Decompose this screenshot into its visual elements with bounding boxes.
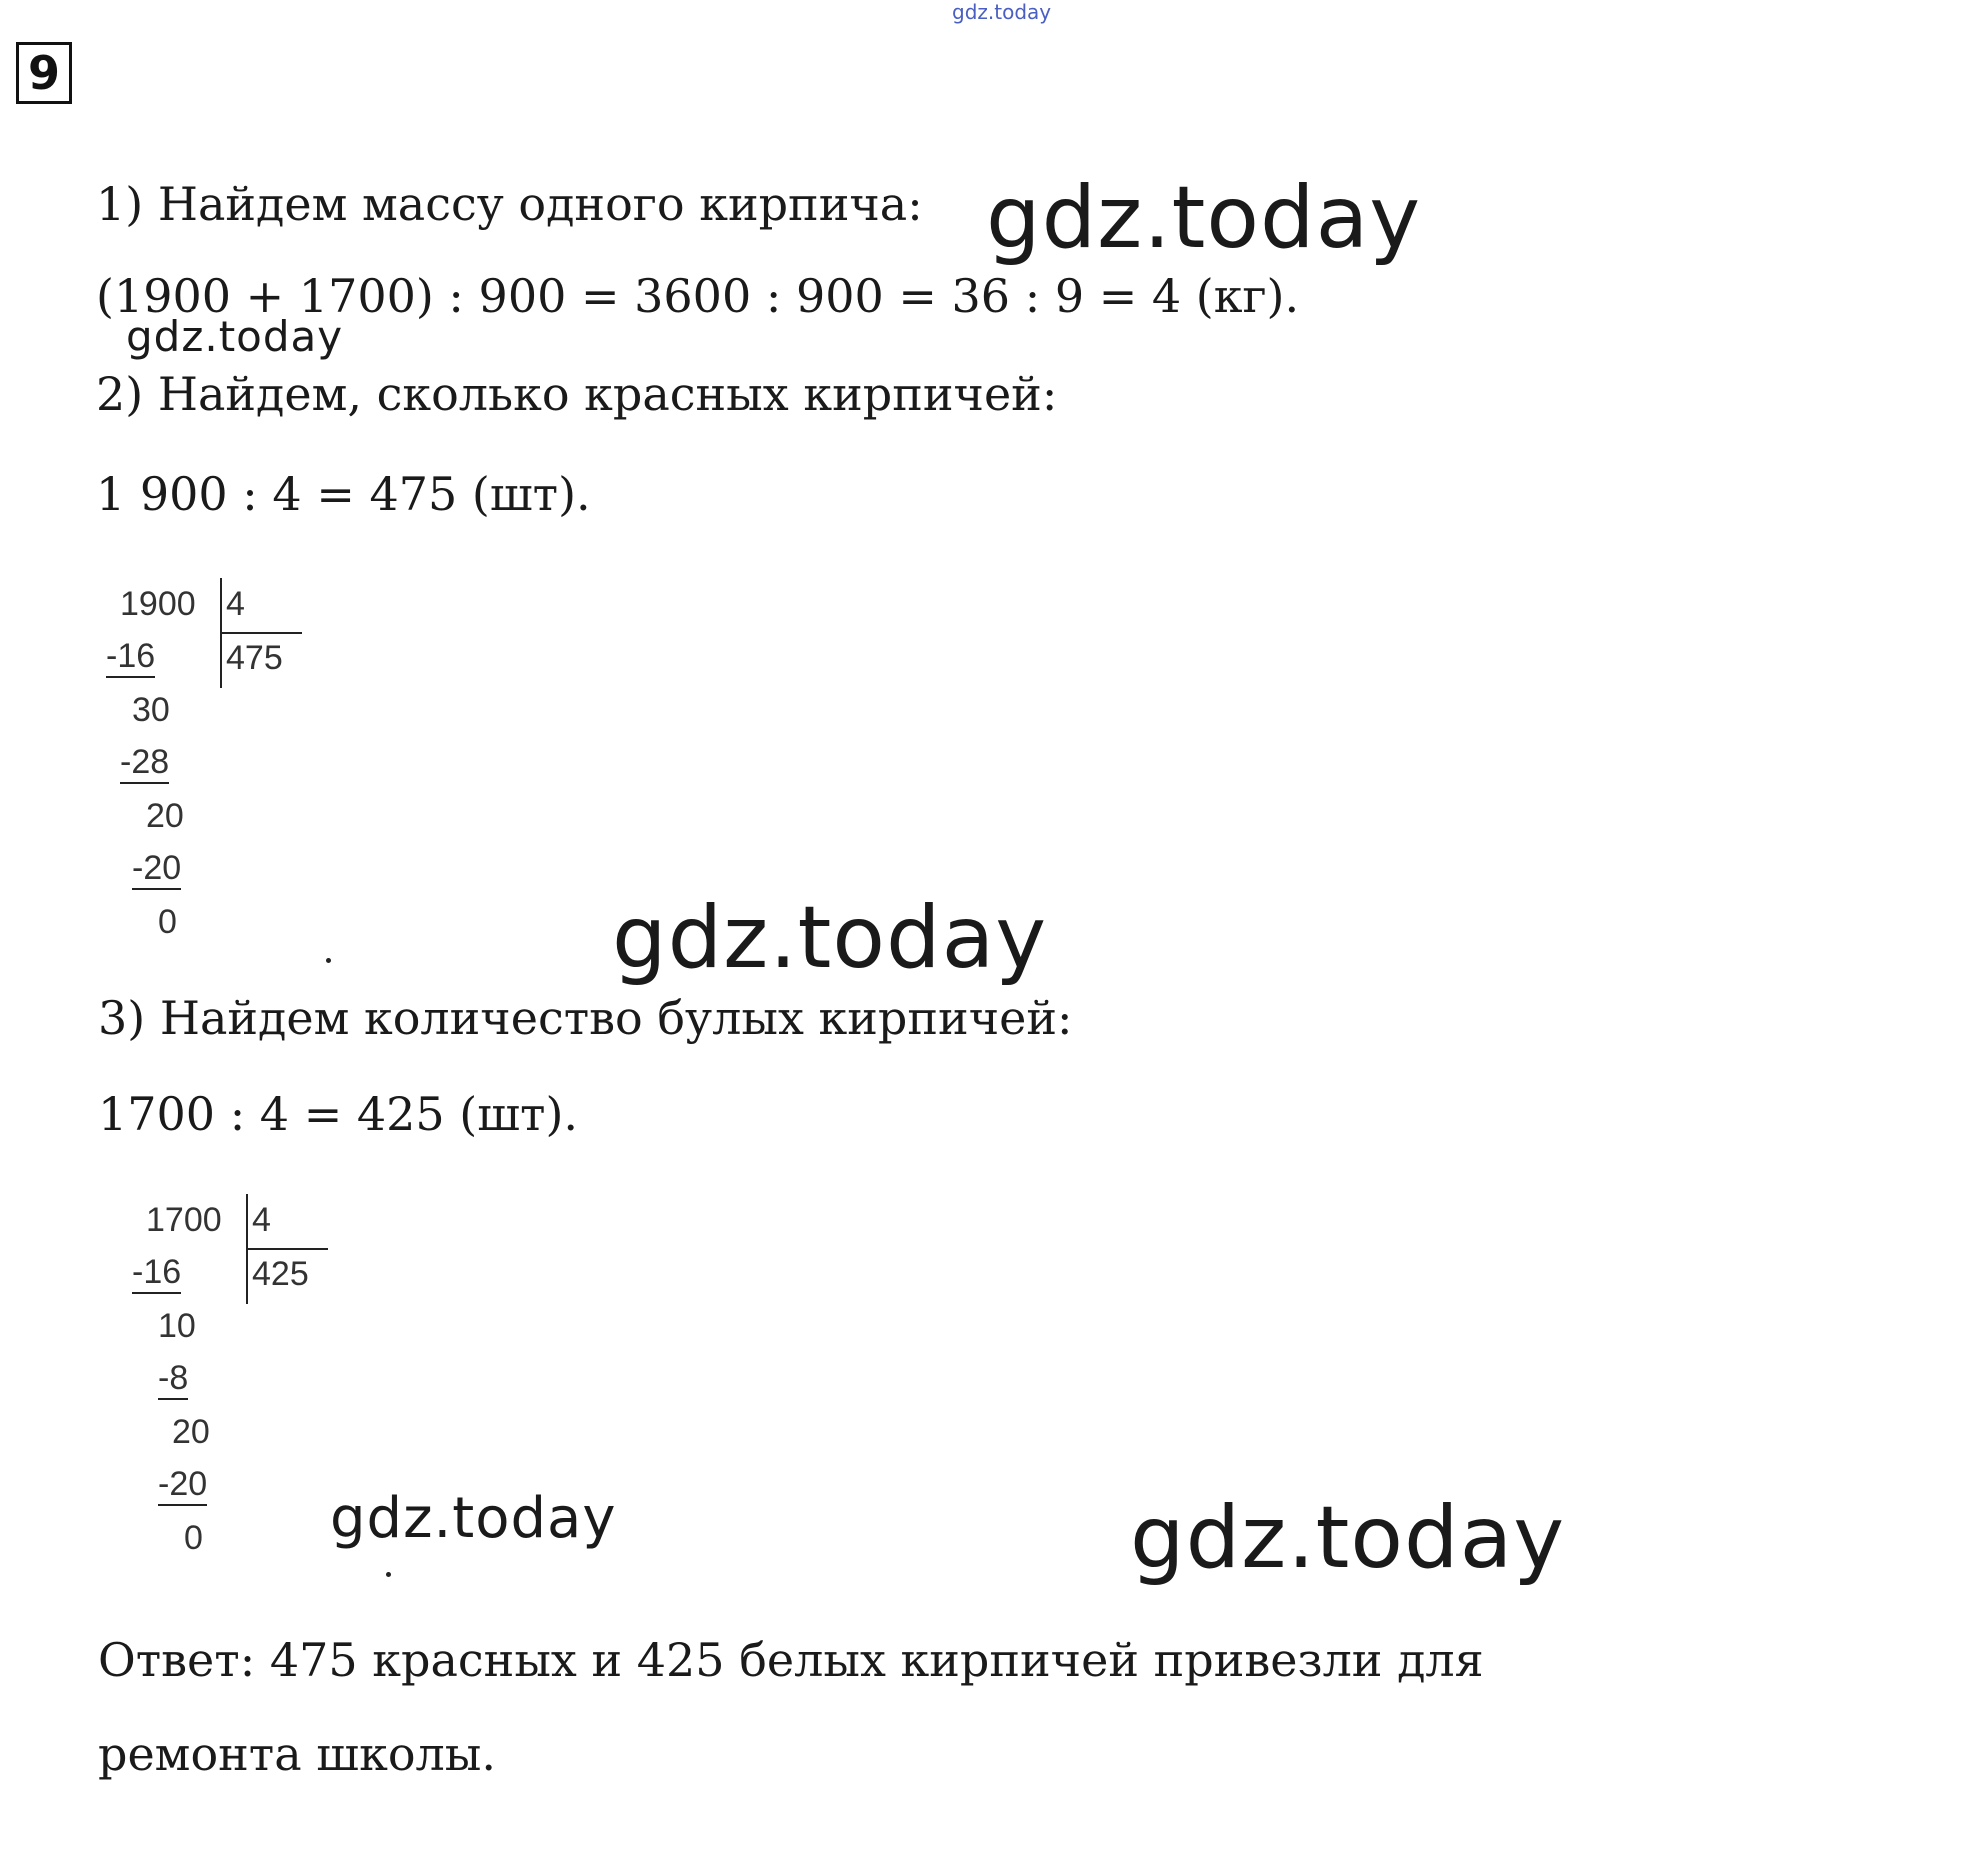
answer-line-1: Ответ: 475 красных и 425 белых кирпичей привезли для [98,1633,1484,1687]
division1-row: -20 [132,848,181,890]
stray-dot [326,958,331,963]
division1-quotient: 475 [226,639,283,677]
task-number-box: 9 [16,42,72,104]
division1-row: 20 [146,797,184,835]
watermark: gdz.today [330,1486,617,1551]
step3-expression: 1700 : 4 = 425 (шт). [98,1087,579,1141]
division2-divisor: 4 [252,1201,271,1239]
step2-expression: 1 900 : 4 = 475 (шт). [96,467,591,521]
division2-dividend: 1700 [146,1201,222,1239]
division2-row: 0 [184,1519,203,1557]
division1-dividend: 1900 [120,585,196,623]
watermark: gdz.today [126,312,344,361]
division2-row: -8 [158,1358,188,1400]
long-division-1 [100,578,360,958]
top-watermark: gdz.today [952,0,1052,24]
step3-title: 3) Найдем количество булых кирпичей: [98,991,1073,1045]
watermark: gdz.today [612,888,1048,988]
stray-dot [386,1572,391,1577]
step1-expression: (1900 + 1700) : 900 = 3600 : 900 = 36 : 9 = 4 (кг). [96,269,1300,323]
division1-horizontal-bar [220,632,302,634]
division1-row: 30 [132,691,170,729]
division2-row: -16 [132,1252,181,1294]
division1-divisor: 4 [226,585,245,623]
division2-horizontal-bar [246,1248,328,1250]
division2-row: 20 [172,1413,210,1451]
division1-row: 0 [158,903,177,941]
division1-row: -28 [120,742,169,784]
division2-quotient: 425 [252,1255,309,1293]
watermark: gdz.today [986,168,1422,268]
division2-row: -20 [158,1464,207,1506]
division1-row: -16 [106,636,155,678]
step2-title: 2) Найдем, сколько красных кирпичей: [96,367,1058,421]
division2-row: 10 [158,1307,196,1345]
watermark: gdz.today [1130,1488,1566,1588]
answer-line-2: ремонта школы. [98,1727,496,1781]
step1-title: 1) Найдем массу одного кирпича: [96,177,923,231]
